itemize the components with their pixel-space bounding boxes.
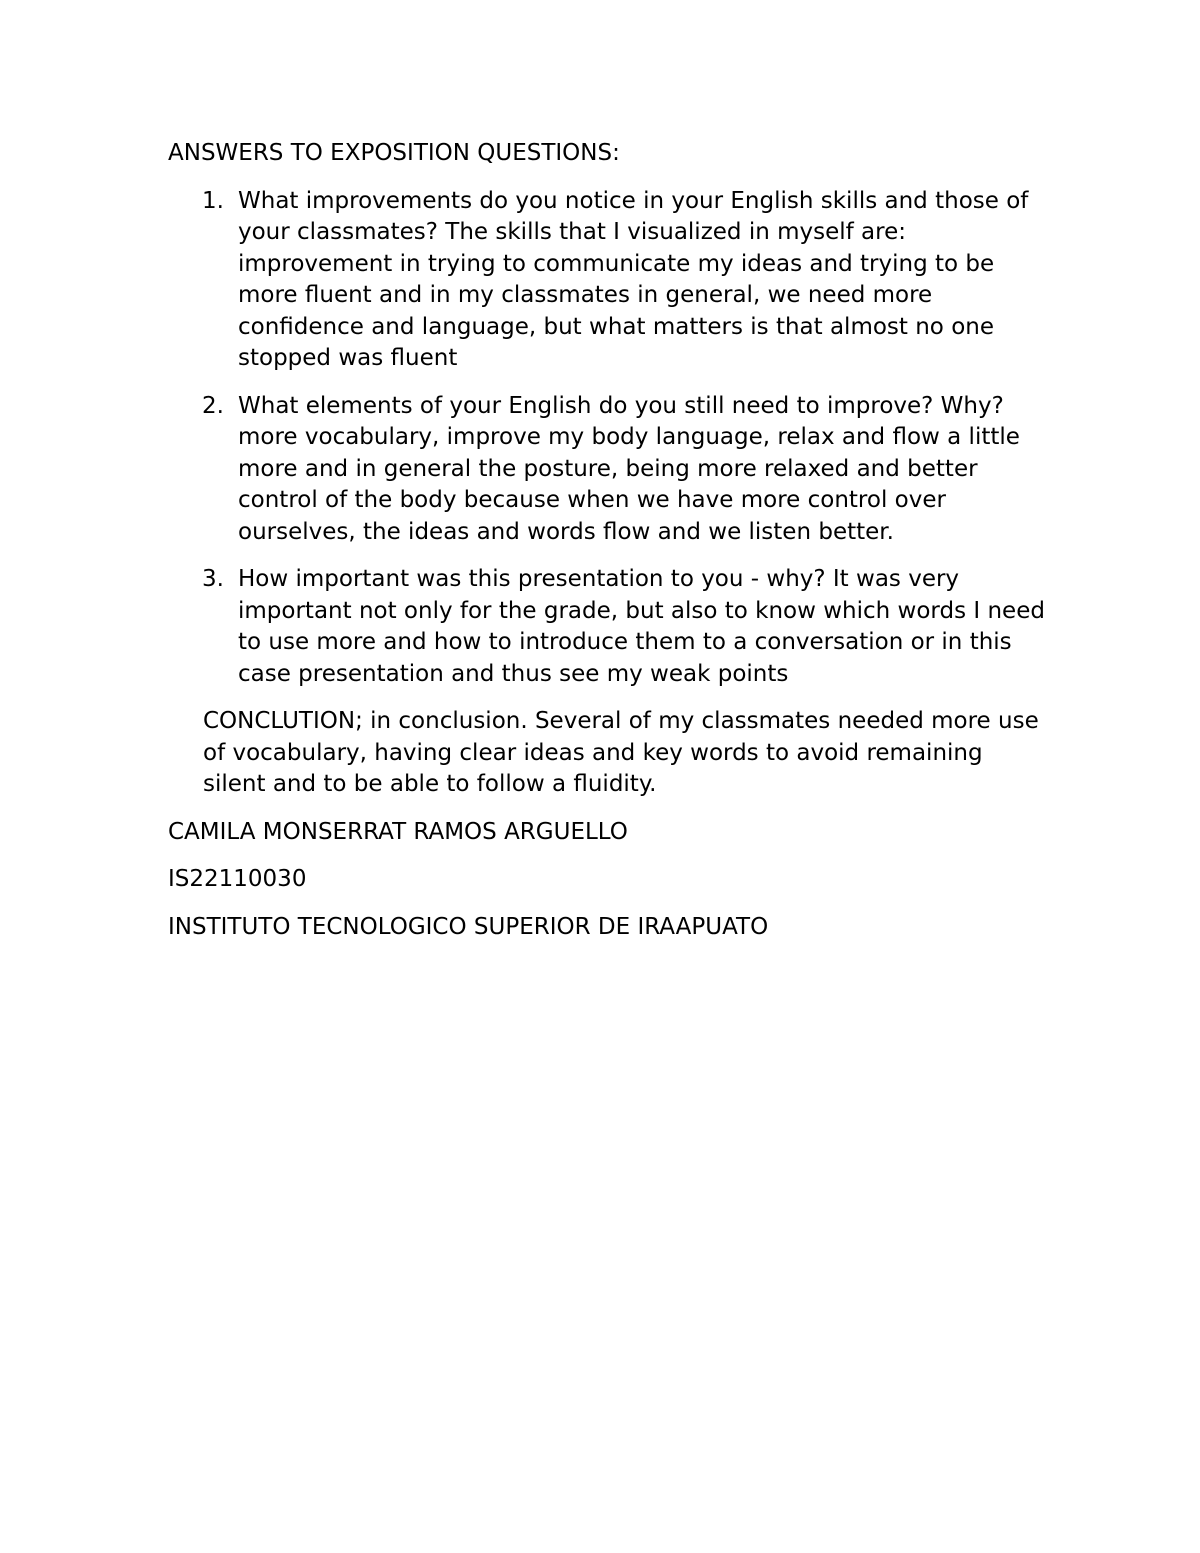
list-item-number: 2. bbox=[202, 392, 224, 419]
list-item-text: What improvements do you notice in your English skills and those of your classmates? The skills that I visualized in myself are: improvement in trying to communicate my ideas and trying to be more fluent and in my classmates in general, we need more confidence and language, but what matters is that almost no one stopped was fluent bbox=[238, 187, 1029, 371]
list-item-text: How important was this presentation to you - why? It was very important not only for the grade, but also to know which words I need to use more and how to introduce them to a conversation or in this case presentation and thus see my weak points bbox=[238, 566, 1045, 687]
list-item-number: 3. bbox=[202, 566, 224, 592]
list-item bbox=[168, 564, 1048, 690]
document-heading: ANSWERS TO EXPOSITION QUESTIONS: bbox=[168, 140, 620, 166]
author-name: CAMILA MONSERRAT RAMOS ARGUELLO bbox=[168, 818, 628, 845]
list-item-text: What elements of your English do you still need to improve? Why? more vocabulary, improve my body language, relax and flow a little more and in general the posture, being more relaxed and better control of the body because when we have more control over ourselves, the ideas and words flow and we listen better. bbox=[238, 392, 1020, 545]
student-id: IS22110030 bbox=[168, 866, 307, 892]
list-item bbox=[168, 186, 1048, 375]
institution-name: INSTITUTO TECNOLOGICO SUPERIOR DE IRAAPUATO bbox=[168, 913, 769, 940]
answers-list bbox=[168, 186, 1048, 691]
conclusion-paragraph: CONCLUTION; in conclusion. Several of my classmates needed more use of vocabulary, having clear ideas and key words to avoid remaining silent and to be able to follow a fluidity. bbox=[203, 708, 1039, 797]
list-item-number: 1. bbox=[202, 187, 224, 214]
list-item bbox=[168, 391, 1048, 549]
document-body bbox=[168, 138, 1048, 959]
